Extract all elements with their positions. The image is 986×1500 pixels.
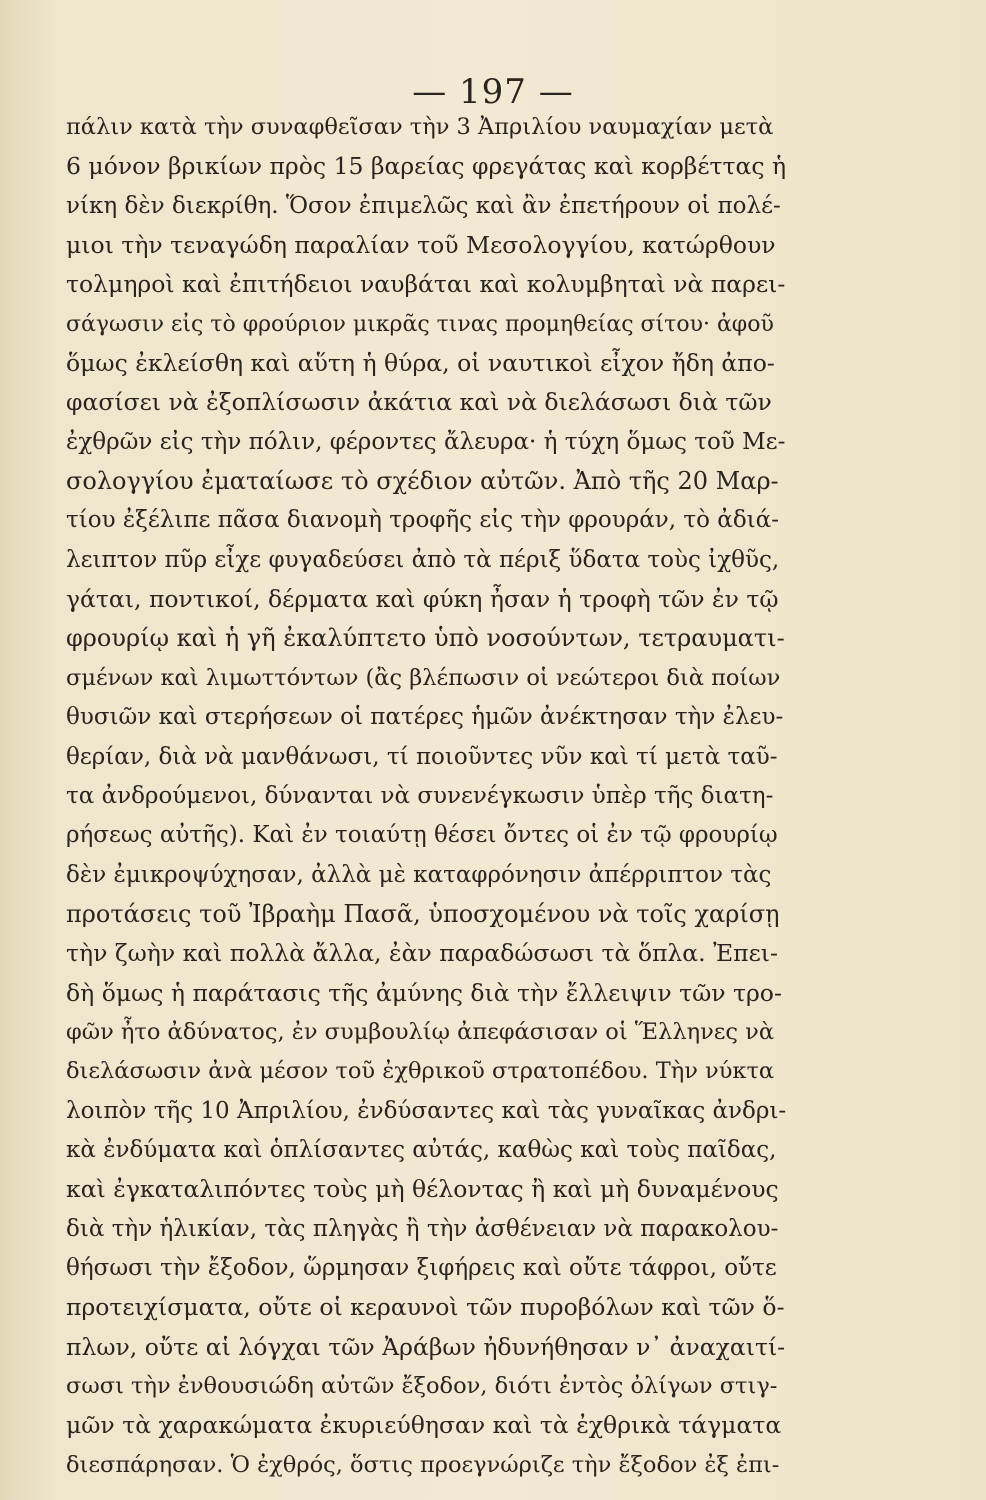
text-line: διεσπάρησαν. Ὁ ἐχθρός, ὅστις προεγνώριζε τὴν ἔξοδον ἐξ ἐπι- [66, 1451, 780, 1478]
text-line: μιοι τὴν τεναγώδη παραλίαν τοῦ Μεσολογγίου, κατώρθουν [66, 231, 776, 260]
text-line: μῶν τὰ χαρακώματα ἐκυριεύθησαν καὶ τὰ ἐχθρικὰ τάγματα [66, 1411, 782, 1440]
text-line: σάγωσιν εἰς τὸ φρούριον μικρᾶς τινας προμηθείας σίτου· ἀφοῦ [66, 311, 774, 337]
text-line: διὰ τὴν ἡλικίαν, τὰς πληγὰς ἢ τὴν ἀσθένειαν νὰ παρακολου- [66, 1215, 779, 1242]
text-line: ὅμως ἐκλείσθη καὶ αὕτη ἡ θύρα, οἱ ναυτικοὶ εἶχον ἤδη ἀπο- [66, 349, 775, 378]
text-line: τίου ἐξέλιπε πᾶσα διανομὴ τροφῆς εἰς τὴν φρουράν, τὸ ἀδιά- [66, 507, 779, 534]
text-line: διελάσωσιν ἀνὰ μέσον τοῦ ἐχθρικοῦ στρατοπέδου. Τὴν νύκτα [66, 1058, 775, 1085]
text-line: κὰ ἐνδύματα καὶ ὁπλίσαντες αὐτάς, καθὼς καὶ τοὺς παῖδας, [66, 1136, 777, 1163]
text-line: λοιπὸν τῆς 10 Ἀπριλίου, ἐνδύσαντες καὶ τὰς γυναῖκας ἀνδρι- [66, 1097, 786, 1124]
text-line: φασίσει νὰ ἐξοπλίσωσιν ἀκάτια καὶ νὰ διελάσωσι διὰ τῶν [66, 388, 772, 417]
text-line: θυσιῶν καὶ στερήσεων οἱ πατέρες ἡμῶν ἀνέκτησαν τὴν ἐλευ- [66, 704, 784, 731]
text-line: νίκη δὲν διεκρίθη. Ὅσον ἐπιμελῶς καὶ ἂν ἐπετήρουν οἱ πολέ- [66, 192, 781, 219]
text-line: τα ἀνδρούμενοι, δύνανται νὰ συνενέγκωσιν ὑπὲρ τῆς διατη- [66, 782, 774, 809]
text-line: τολμηροὶ καὶ ἐπιτήδειοι ναυβάται καὶ κολυμβηταὶ νὰ παρει- [66, 270, 786, 299]
text-line: δὴ ὅμως ἡ παράτασις τῆς ἀμύνης διὰ τὴν ἔλλειψιν τῶν τρο- [66, 978, 782, 1007]
text-line: ρήσεως αὐτῆς). Καὶ ἐν τοιαύτῃ θέσει ὄντες οἱ ἐν τῷ φρουρίῳ [66, 822, 778, 849]
text-line: σωσι τὴν ἐνθουσιώδη αὐτῶν ἔξοδον, διότι ἐντὸς ὀλίγων στιγ- [66, 1373, 778, 1399]
text-line: πλων, οὔτε αἱ λόγχαι τῶν Ἀράβων ἠδυνήθησαν ν᾿ ἀναχαιτί- [66, 1332, 786, 1361]
text-line: δὲν ἐμικροψύχησαν, ἀλλὰ μὲ καταφρόνησιν ἀπέρριπτον τὰς [66, 861, 772, 888]
text-line: σμένων καὶ λιμωττόντων (ἂς βλέπωσιν οἱ νεώτεροι διὰ ποίων [66, 664, 781, 691]
text-line: καὶ ἐγκαταλιπόντες τοὺς μὴ θέλοντας ἢ καὶ μὴ δυναμένους [66, 1175, 779, 1204]
text-line: λειπτον πῦρ εἶχε φυγαδεύσει ἀπὸ τὰ πέριξ ὕδατα τοὺς ἰχθῦς, [66, 546, 780, 573]
text-line: θήσωσι τὴν ἔξοδον, ὥρμησαν ξιφήρεις καὶ οὔτε τάφροι, οὔτε [66, 1254, 777, 1281]
text-line: τὴν ζωὴν καὶ πολλὰ ἄλλα, ἐὰν παραδώσωσι τὰ ὅπλα. Ἐπει- [66, 939, 778, 968]
text-line: πάλιν κατὰ τὴν συναφθεῖσαν τὴν 3 Ἀπριλίου ναυμαχίαν μετὰ [66, 114, 774, 140]
text-line: φῶν ἦτο ἀδύνατος, ἐν συμβουλίῳ ἀπεφάσισαν οἱ Ἕλληνες νὰ [66, 1018, 775, 1045]
body-text [66, 108, 786, 1485]
text-line: προτειχίσματα, οὔτε οἱ κεραυνοὶ τῶν πυροβόλων καὶ τῶν ὅ- [66, 1293, 785, 1322]
text-line: γάται, ποντικοί, δέρματα καὶ φύκη ἦσαν ἡ τροφὴ τῶν ἐν τῷ [66, 585, 779, 614]
text-line: θερίαν, διὰ νὰ μανθάνωσι, τί ποιοῦντες νῦν καὶ τί μετὰ ταῦ- [66, 743, 778, 770]
text-line: φρουρίῳ καὶ ἡ γῆ ἐκαλύπτετο ὑπὸ νοσούντων, τετραυματι- [66, 624, 785, 653]
page-number: — 197 — [412, 72, 574, 112]
text-line: ἐχθρῶν εἰς τὴν πόλιν, φέροντες ἄλευρα· ἡ τύχη ὅμως τοῦ Με- [66, 428, 786, 455]
text-line: 6 μόνον βρικίων πρὸς 15 βαρείας φρεγάτας καὶ κορβέττας ἡ [66, 152, 786, 181]
text-line: προτάσεις τοῦ Ἰβραὴμ Πασᾶ, ὑποσχομένου νὰ τοῖς χαρίσῃ [66, 899, 780, 928]
text-line: σολογγίου ἐματαίωσε τὸ σχέδιον αὐτῶν. Ἀπὸ τῆς 20 Μαρ- [66, 467, 779, 496]
